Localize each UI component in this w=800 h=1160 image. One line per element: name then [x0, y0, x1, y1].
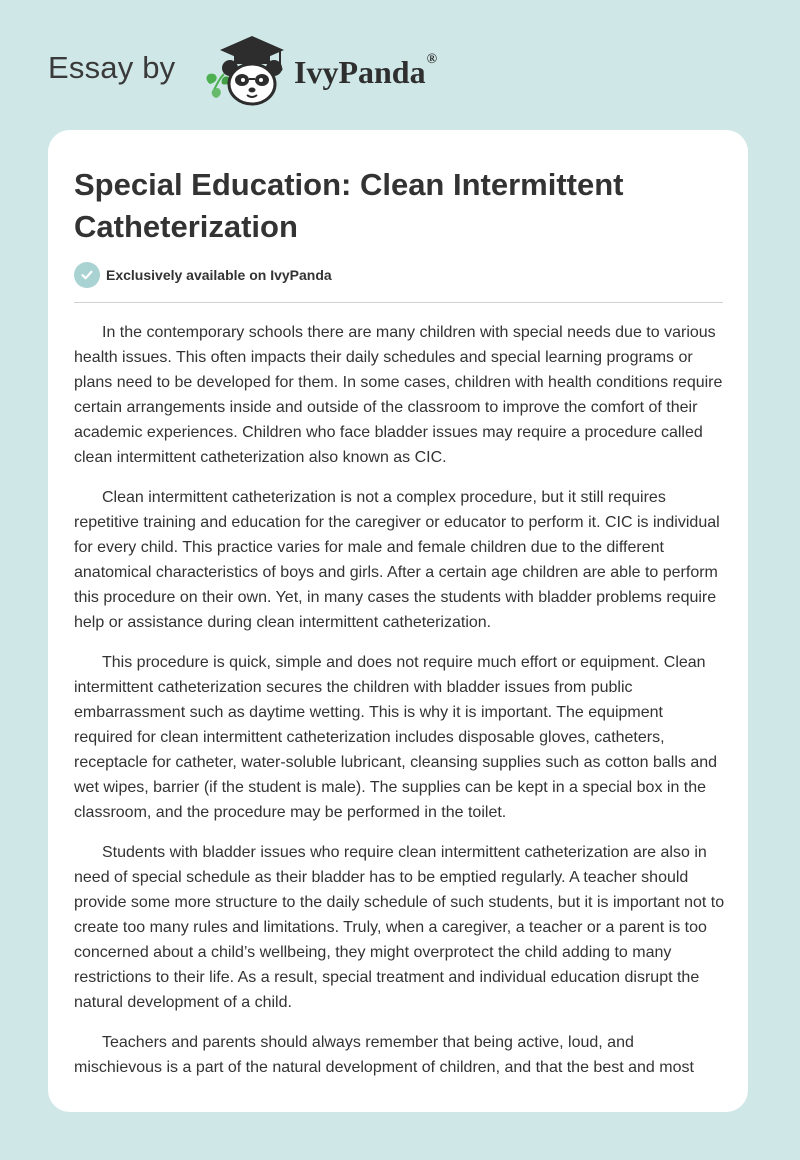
essay-title: Special Education: Clean Intermittent Catheterization: [74, 167, 624, 244]
essay-body: [74, 320, 726, 1090]
panda-graduate-icon[interactable]: [200, 34, 296, 110]
badge-text: Exclusively available on IvyPanda: [106, 267, 332, 283]
check-circle-icon: [74, 262, 100, 288]
paragraph: Students with bladder issues who require clean intermittent catheterization are also in need of special schedule as their bladder has to be emptied regularly. A teacher should provide some more structure to the daily schedule of such students, but it is important not to create too many rules and limitations. Truly, when a caregiver, a teacher or a parent is too concerned about a child’s wellbeing, they might overprotect the child adding to many restrictions to their life. As a result, special treatment and individual education disrupt the natural development of a child.: [74, 844, 725, 1011]
paragraph: This procedure is quick, simple and does not require much effort or equipment. Clean intermittent catheterization secures the children with bladder issues from public embarrassment such as daytime wetting. This is why it is important. The equipment required for clean intermittent catheterization includes disposable gloves, catheters, receptacle for catheter, water-soluble lubricant, cleansing supplies such as cotton balls and wet wipes, barrier (if the student is male). The supplies can be kept in a special box in the classroom, and the procedure may be performed in the toilet.: [74, 654, 718, 821]
divider: [74, 302, 723, 303]
brand-prefix: Essay by: [48, 50, 176, 85]
brand-header: [48, 34, 488, 114]
exclusive-badge: [74, 262, 332, 288]
brand-name-text: IvyPanda: [294, 54, 426, 90]
paragraph: Teachers and parents should always remember that being active, loud, and mischievous is a part of the natural development of children, and that the best and most: [74, 1034, 694, 1076]
registered-mark: ®: [426, 52, 438, 67]
paragraph: Clean intermittent catheterization is not a complex procedure, but it still requires repetitive training and education for the caregiver or educator to perform it. CIC is individual for every child. This practice varies for male and female children due to the different anatomical characteristics of boys and girls. After a certain age children are able to perform this procedure on their own. Yet, in many cases the students with bladder problems require help or assistance during clean intermittent catheterization.: [74, 489, 720, 631]
brand-name[interactable]: [294, 54, 437, 91]
essay-card: [48, 130, 748, 1112]
paragraph: In the contemporary schools there are many children with special needs due to various health issues. This often impacts their daily schedules and special learning programs or plans need to be developed for them. In some cases, children with health conditions require certain arrangements inside and outside of the classroom to improve the comfort of their academic experiences. Children who face bladder issues may require a procedure called clean intermittent catheterization also known as CIC.: [74, 324, 723, 466]
